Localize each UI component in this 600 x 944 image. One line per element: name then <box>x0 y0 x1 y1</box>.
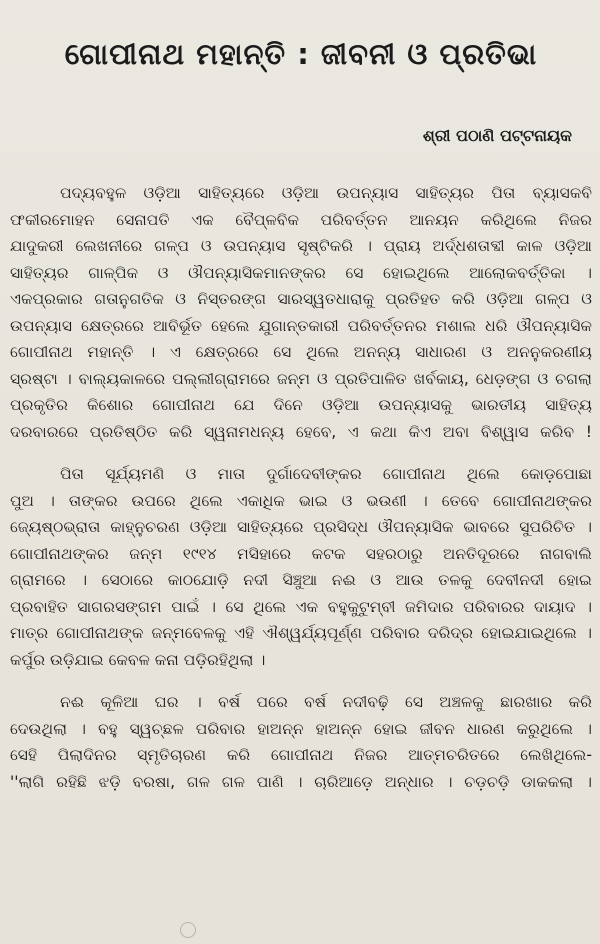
paragraph-2 <box>10 461 592 673</box>
text-line: ଗ୍ରାମରେ । ସେଠାରେ କାଠଯୋଡ଼ି ନଦୀ ସିଞ୍ଚୁଆ ନଈ ଓ ଆଉ ତଳକୁ ଦେବୀନଦୀ ହୋଇ <box>10 571 592 589</box>
text-line: ''ଲାଗି ରହିଛି ଝଡ଼ି ବରଷା, ଗଳ ଗଳ ପାଣି । ଚାରିଆଡ଼େ ଅନ୍ଧାର । ଚଡ଼ଚଡ଼ି ଡାକକଲା । <box>10 772 592 791</box>
text-line: ମାତ୍ର ଗୋପୀନାଥଙ୍କ ଜନ୍ମବେଳକୁ ଏହି ଐଶ୍ୱର୍ଯ୍ୟପୂର୍ଣ୍ଣ ପରିବାର ଦରିଦ୍ର ହୋଇଯାଇଥିଲେ । <box>10 624 592 642</box>
text-line: ଯାଦୁକରୀ ଲେଖନୀରେ ଗଳ୍ପ ଓ ଉପନ୍ୟାସ ସୃଷ୍ଟିକରି । ପ୍ରାୟ ଅର୍ଦ୍ଧଶତାବ୍ଦୀ କାଳ ଓଡ଼ିଆ <box>10 237 592 255</box>
text-line: ପ୍ରକୃତିର କିଶୋର ଗୋପୀନାଥ ଯେ ଦିନେ ଓଡ଼ିଆ ଉପନ୍ୟାସକୁ ଭାରତୀୟ ସାହିତ୍ୟ <box>10 396 592 414</box>
text-line: ସାହିତ୍ୟର ଗାଳ୍ପିକ ଓ ଔପନ୍ୟାସିକମାନଙ୍କର ସେ ହୋଇଥିଲେ ଆଲୋକବର୍ତ୍ତିକା । <box>10 263 592 282</box>
text-line: ଗୋପୀନାଥଙ୍କର ଜନ୍ମ ୧୯୧୪ ମସିହାରେ କଟକ ସହରଠାରୁ ଅନତିଦୂରରେ ନାଗବାଲି <box>10 544 592 563</box>
text-line: ଗୋପୀନାଥ ମହାନ୍ତି । ଏ କ୍ଷେତ୍ରରେ ସେ ଥିଲେ ଅନନ୍ୟ ସାଧାରଣ ଓ ଅନନୁକରଣୀୟ <box>10 343 592 361</box>
text-line: ପୁଅ । ତାଙ୍କର ଉପରେ ଥିଲେ ଏକାଧିକ ଭାଇ ଓ ଭଉଣୀ । ତେବେ ଗୋପୀନାଥଙ୍କର <box>10 491 592 510</box>
paragraph-1 <box>10 180 592 445</box>
text-line: ଜ୍ୟେଷ୍ଠଭ୍ରାତା କାହ୍ନୁଚରଣ ଓଡ଼ିଆ ସାହିତ୍ୟରେ ପ୍ରସିଦ୍ଧ ଔପନ୍ୟାସିକ ଭାବରେ ସୁପରିଚିତ । <box>10 518 592 536</box>
text-line: ଫକୀରମୋହନ ସେନାପତି ଏକ ବୈପ୍ଳବିକ ପରିବର୍ତ୍ତନ ଆନୟନ କରିଥିଲେ ନିଜର <box>10 210 592 229</box>
text-line: କର୍ପୁର ଉଡ଼ିଯାଇ କେବଳ କନା ପଡ଼ିରହିଥିଲା । <box>10 650 266 669</box>
text-line: ସ୍ରଷ୍ଟା । ବାଲ୍ୟକାଳରେ ପଲ୍ଲୀଗ୍ରାମରେ ଜନ୍ମ ଓ ପ୍ରତିପାଳିତ ଖର୍ବକାୟ, ଧେଡ଼ଙ୍ଗ ଓ ଚଗଲା <box>10 369 592 388</box>
text-line: ଏକପ୍ରକାର ଗତାନୁଗତିକ ଓ ନିସ୍ତରଙ୍ଗ ସାରସ୍ୱତଧାରାକୁ ପ୍ରତିହତ କରି ଓଡ଼ିଆ ଗଳ୍ପ ଓ <box>10 290 592 308</box>
text-line: ପ୍ରବାହିତ ସାଗରସଙ୍ଗମ ପାଇଁ । ସେ ଥିଲେ ଏକ ବହୁକୁଟୁମ୍ବୀ ଜମିଦାର ପରିବାରର ଦାୟାଦ । <box>10 597 592 616</box>
text-line: ପିତା ସୂର୍ଯ୍ୟମଣି ଓ ମାତା ଦୁର୍ଗାଦେବୀଙ୍କର ଗୋପୀନାଥ ଥିଲେ କୋଡ଼ପୋଛା <box>60 465 592 483</box>
author-byline: ଶ୍ରୀ ପଠାଣି ପଟ୍ଟନାୟକ <box>422 126 572 145</box>
article-body <box>10 180 592 795</box>
paragraph-3 <box>10 689 592 795</box>
text-line: ଦେଉଥିଲା । ବହୁ ସ୍ୱଚ୍ଛଳ ପରିବାର ହାଅନ୍ନ ହାଅନ୍ନ ହୋଇ ଜୀବନ ଧାରଣ କରୁଥିଲେ । <box>10 719 592 738</box>
page-title: ଗୋପୀନାଥ ମହାନ୍ତି : ଜୀବନୀ ଓ ପ୍ରତିଭା <box>64 37 538 71</box>
text-line: ସେହି ପିଲାଦିନର ସ୍ମୃତିଚାରଣ କରି ଗୋପୀନାଥ ନିଜର ଆତ୍ମଚରିତରେ ଲେଖିଥିଲେ- <box>10 746 592 764</box>
page-mark-icon <box>180 922 196 938</box>
text-line: ଦରବାରରେ ପ୍ରତିଷ୍ଠିତ କରି ସ୍ୱନାମଧନ୍ୟ ହେବେ, ଏ କଥା କିଏ ଅବା ବିଶ୍ୱାସ କରିବ ! <box>10 422 592 441</box>
text-line: ଉପନ୍ୟାସ କ୍ଷେତ୍ରରେ ଆବିର୍ଭୂତ ହେଲେ ଯୁଗାନ୍ତକାରୀ ପରିବର୍ତ୍ତନର ମଶାଲ ଧରି ଔପନ୍ୟାସିକ <box>10 316 592 335</box>
text-line: ପଦ୍ୟବହୁଳ ଓଡ଼ିଆ ସାହିତ୍ୟରେ ଓଡ଼ିଆ ଉପନ୍ୟାସ ସାହିତ୍ୟର ପିତା ବ୍ୟାସକବି <box>60 184 592 202</box>
text-line: ନଈ କୂଳିଆ ଘର । ବର୍ଷ ପରେ ବର୍ଷ ନଦୀବଢ଼ି ସେ ଅଞ୍ଚଳକୁ ଛାରଖାର କରି <box>60 693 592 711</box>
